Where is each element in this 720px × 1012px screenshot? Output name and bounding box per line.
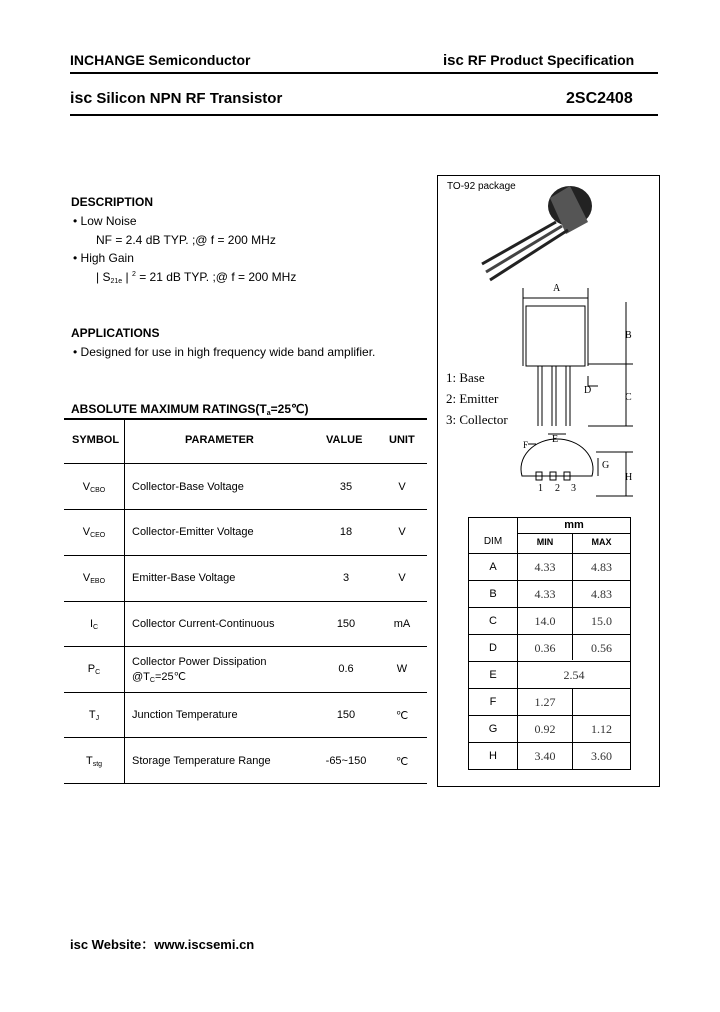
- dim-table-border: [517, 533, 630, 534]
- dim-table-border: [468, 688, 631, 689]
- description-title: DESCRIPTION: [71, 195, 154, 209]
- header-rule-bottom: [70, 114, 658, 116]
- ratings-row-rule: [64, 646, 427, 647]
- applications-title: APPLICATIONS: [71, 326, 160, 340]
- ratings-header-unit: UNIT: [389, 434, 415, 446]
- desc-gain-detail: | $S_{21e}$ | $^2$ = 21 dB TYP. ;@ f = 200 MHz: [96, 270, 297, 285]
- dim-label-c: C: [625, 392, 632, 403]
- package-label: TO-92 package: [447, 181, 516, 192]
- ratings-title: ABSOLUTE MAXIMUM $RATINGS(T_a=25℃)$: [71, 402, 309, 417]
- dim-table-border: [468, 553, 631, 554]
- dim-row-min: 3.40: [534, 749, 556, 763]
- spec-title: isc RF Product Specification: [443, 52, 635, 69]
- dim-table-border: [468, 715, 631, 716]
- ratings-symbol-tstg: $T_{stg}$: [85, 755, 103, 768]
- ratings-row-rule: [64, 555, 427, 556]
- dim-table-border: [468, 580, 631, 581]
- dim-label-g: G: [602, 460, 610, 471]
- ratings-value: 150: [336, 618, 356, 630]
- dim-table-border: [468, 742, 631, 743]
- dim-row-min: 0.92: [534, 722, 556, 736]
- ratings-symbol-vcbo: $V_{CBO}$: [82, 481, 106, 494]
- ratings-param: Storage Temperature Range: [132, 755, 271, 767]
- ratings-symbol-ic: $I_C$: [89, 618, 99, 631]
- pin-number: 3: [571, 483, 576, 494]
- dim-row-label: F: [489, 696, 497, 708]
- ratings-unit: ℃: [395, 710, 409, 722]
- dim-row-label: H: [489, 750, 497, 762]
- dim-label-h: H: [625, 472, 633, 483]
- dim-row-min: 1.27: [534, 695, 556, 709]
- dim-row-min: 4.33: [534, 560, 556, 574]
- ratings-top-rule: [64, 418, 427, 420]
- dim-table-border: [468, 517, 631, 518]
- dim-row-label: G: [488, 723, 498, 735]
- ratings-param-condition: $@T_C=25℃$: [132, 671, 186, 684]
- ratings-value: 3: [342, 572, 350, 584]
- dim-row-min: 0.36: [534, 641, 556, 655]
- pin-3-label: 3: Collector: [446, 412, 508, 427]
- ratings-symbol-pc: $P_C$: [87, 663, 101, 676]
- dim-row-max: 15.0: [591, 614, 612, 628]
- ratings-unit: ℃: [395, 756, 409, 768]
- header-rule-top: [70, 72, 658, 74]
- dim-row-label: C: [489, 615, 497, 627]
- isc-logo: isc: [443, 52, 464, 69]
- dim-row-max: 4.83: [591, 587, 612, 601]
- pin-number: 1: [538, 483, 543, 494]
- desc-bullet-low-noise: • Low Noise: [73, 214, 137, 228]
- ratings-header-symbol: SYMBOL: [72, 434, 120, 446]
- ratings-unit: V: [398, 526, 406, 538]
- pin-1-label: 1: Base: [446, 370, 485, 385]
- ratings-symbol-vebo: $V_{EBO}$: [82, 572, 106, 585]
- package-front-outline: [521, 288, 633, 496]
- dim-label-a: A: [553, 283, 561, 294]
- ratings-unit: V: [398, 572, 406, 584]
- ratings-param: Collector Power Dissipation: [132, 656, 267, 668]
- to92-package-drawing: [438, 176, 658, 516]
- ratings-param: Collector-Emitter Voltage: [132, 526, 254, 538]
- dim-row-max: 1.12: [591, 722, 612, 736]
- dim-row-label: B: [489, 588, 497, 600]
- dim-header-min: MIN: [536, 537, 554, 547]
- applications-item: • Designed for use in high frequency wide band amplifier.: [73, 345, 376, 359]
- ratings-param: Junction Temperature: [132, 709, 238, 721]
- dim-table-border: [468, 607, 631, 608]
- ratings-value: 35: [339, 481, 353, 493]
- dim-row-min: 14.0: [534, 614, 556, 628]
- ratings-row-rule: [64, 737, 427, 738]
- dim-row-label: E: [489, 669, 497, 681]
- desc-nf-detail: NF = 2.4 dB TYP. ;@ f = 200 MHz: [96, 233, 276, 247]
- ratings-param: Collector Current-Continuous: [132, 618, 275, 630]
- ratings-header-parameter: PARAMETER: [185, 434, 254, 446]
- part-number: 2SC2408: [566, 90, 633, 107]
- ratings-row-rule: [64, 509, 427, 510]
- ratings-value: 0.6: [338, 663, 354, 675]
- dim-table-border: [468, 661, 631, 662]
- ratings-unit: W: [396, 663, 408, 675]
- dim-table-border: [468, 634, 631, 635]
- pin-number: 2: [555, 483, 560, 494]
- ratings-symbol-vceo: $V_{CEO}$: [82, 526, 106, 539]
- ratings-row-rule: [64, 463, 427, 464]
- dim-row-max: 4.83: [591, 560, 612, 574]
- desc-bullet-high-gain: • High Gain: [73, 251, 134, 265]
- ratings-value: -65~150: [325, 755, 367, 767]
- ratings-row-rule: [64, 601, 427, 602]
- website-link[interactable]: www.iscsemi.cn: [154, 937, 255, 952]
- package-3d-icon: [482, 186, 592, 280]
- ratings-symbol-tj: $T_J$: [88, 709, 100, 722]
- ratings-header-value: VALUE: [326, 434, 363, 446]
- dim-table-border: [468, 769, 631, 770]
- dim-row-min: 4.33: [534, 587, 556, 601]
- dim-label-f: F: [523, 440, 529, 450]
- ratings-param: Collector-Base Voltage: [132, 481, 244, 493]
- dim-header-max: MAX: [591, 537, 612, 547]
- isc-logo: isc: [70, 90, 93, 107]
- ratings-row-rule: [64, 692, 427, 693]
- footer-website: isc Website：www.iscsemi.cn: [70, 937, 255, 952]
- dim-label-d: D: [584, 385, 592, 396]
- product-title: isc Silicon NPN RF Transistor: [70, 90, 283, 107]
- dim-label-b: B: [625, 330, 632, 341]
- dim-unit-header: mm: [564, 519, 584, 531]
- dim-row-label: A: [489, 561, 497, 573]
- ratings-value: 150: [336, 709, 356, 721]
- dim-row-nominal: 2.54: [563, 668, 585, 682]
- ratings-value: 18: [339, 526, 353, 538]
- dim-header-dim: DIM: [483, 536, 503, 547]
- ratings-unit: mA: [393, 618, 411, 630]
- ratings-unit: V: [398, 481, 406, 493]
- dim-row-max: 3.60: [591, 749, 612, 763]
- dim-row-max: 0.56: [591, 641, 612, 655]
- pin-2-label: 2: Emitter: [446, 391, 499, 406]
- dim-table-border: [630, 517, 631, 770]
- ratings-row-rule: [64, 783, 427, 784]
- dim-label-e: E: [552, 434, 559, 445]
- ratings-param: Emitter-Base Voltage: [132, 572, 236, 584]
- company-name: INCHANGE Semiconductor: [70, 52, 251, 68]
- dim-row-label: D: [489, 642, 497, 654]
